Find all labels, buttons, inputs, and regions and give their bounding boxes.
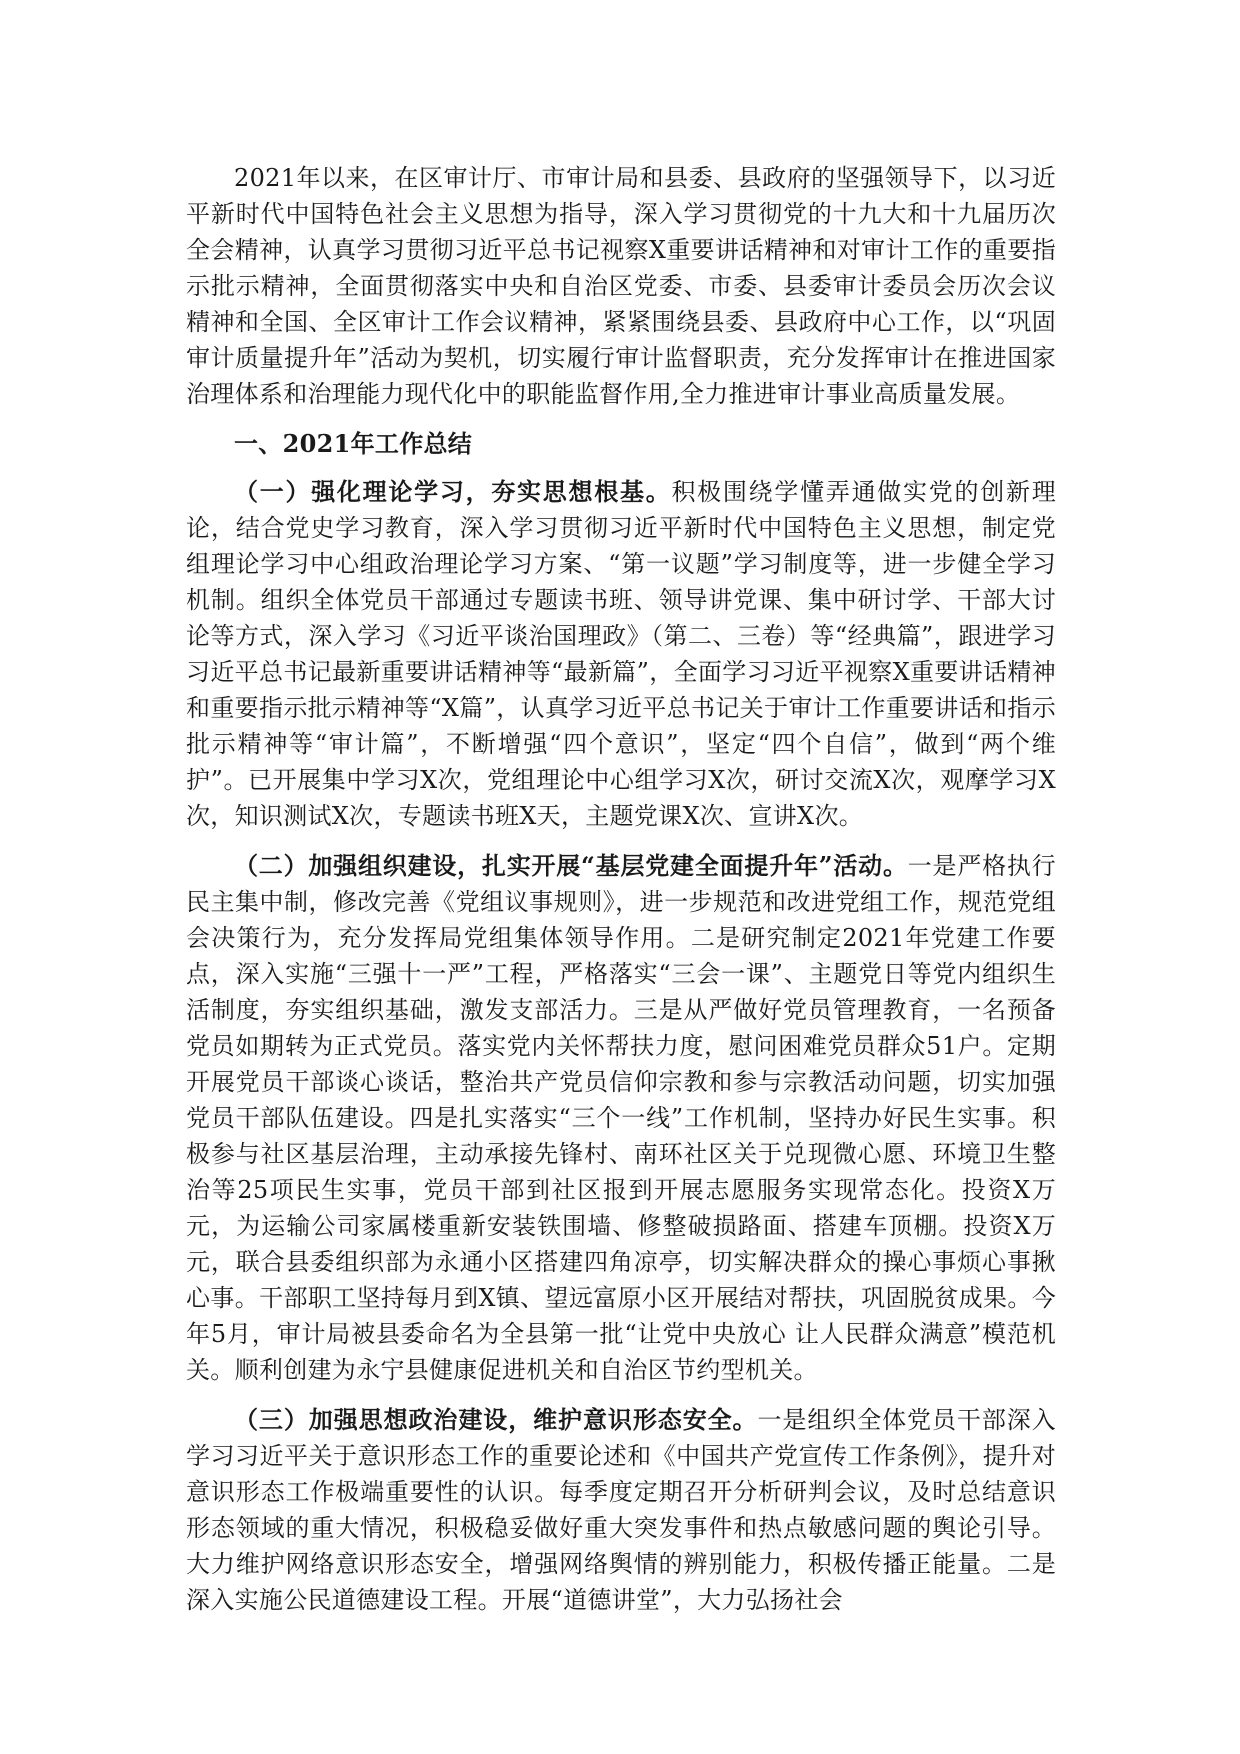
- section-paragraph-1: [186, 474, 1056, 834]
- section-body-3: 一是组织全体党员干部深入学习习近平关于意识形态工作的重要论述和《中国共产党宣传工作条例》，提升对意识形态工作极端重要性的认识。每季度定期召开分析研判会议，及时总结意识形态领域的重大情况，积极稳妥做好重大突发事件和热点敏感问题的舆论引导。大力维护网络意识形态安全，增强网络舆情的辨别能力，积极传播正能量。二是深入实施公民道德建设工程。开展“道德讲堂”，大力弘扬社会: [186, 1406, 1056, 1614]
- section-title-3: （三）加强思想政治建设，维护意识形态安全。: [234, 1405, 758, 1434]
- section-body-2: 一是严格执行民主集中制，修改完善《党组议事规则》，进一步规范和改进党组工作，规范党组会决策行为，充分发挥局党组集体领导作用。二是研究制定2021年党建工作要点，深入实施“三强十一严”工程，严格落实“三会一课”、主题党日等党内组织生活制度，夯实组织基础，激发支部活力。三是从严做好党员管理教育，一名预备党员如期转为正式党员。落实党内关怀帮扶力度，慰问困难党员群众51户。定期开展党员干部谈心谈话，整治共产党员信仰宗教和参与宗教活动问题，切实加强党员干部队伍建设。四是扎实落实“三个一线”工作机制，坚持办好民生实事。积极参与社区基层治理，主动承接先锋村、南环社区关于兑现微心愿、环境卫生整治等25项民生实事，党员干部到社区报到开展志愿服务实现常态化。投资X万元，为运输公司家属楼重新安装铁围墙、修整破损路面、搭建车顶棚。投资X万元，联合县委组织部为永通小区搭建四角凉亭，切实解决群众的操心事烦心事揪心事。干部职工坚持每月到X镇、望远富原小区开展结对帮扶，巩固脱贫成果。今年5月，审计局被县委命名为全县第一批“让党中央放心 让人民群众满意”模范机关。顺利创建为永宁县健康促进机关和自治区节约型机关。: [186, 852, 1056, 1384]
- section-body-1: 积极围绕学懂弄通做实党的创新理论，结合党史学习教育，深入学习贯彻习近平新时代中国特色主义思想，制定党组理论学习中心组政治理论学习方案、“第一议题”学习制度等，进一步健全学习机制。组织全体党员干部通过专题读书班、领导讲党课、集中研讨学、干部大讨论等方式，深入学习《习近平谈治国理政》（第二、三卷）等“经典篇”，跟进学习习近平总书记最新重要讲话精神等“最新篇”，全面学习习近平视察X重要讲话精神和重要指示批示精神等“X篇”，认真学习近平总书记关于审计工作重要讲话和指示批示精神等“审计篇”，不断增强“四个意识”，坚定“四个自信”，做到“两个维护”。已开展集中学习X次，党组理论中心组学习X次，研讨交流X次，观摩学习X次，知识测试X次，专题读书班X天，主题党课X次、宣讲X次。: [186, 478, 1056, 830]
- intro-paragraph: 2021年以来，在区审计厅、市审计局和县委、县政府的坚强领导下，以习近平新时代中国特色社会主义思想为指导，深入学习贯彻党的十九大和十九届历次全会精神，认真学习贯彻习近平总书记视察X重要讲话精神和对审计工作的重要指示批示精神，全面贯彻落实中央和自治区党委、市委、县委审计委员会历次会议精神和全国、全区审计工作会议精神，紧紧围绕县委、县政府中心工作，以“巩固审计质量提升年”活动为契机，切实履行审计监督职责，充分发挥审计在推进国家治理体系和治理能力现代化中的职能监督作用,全力推进审计事业高质量发展。: [186, 164, 1056, 408]
- document-page: [186, 160, 1056, 1632]
- section-paragraph-3: [186, 1402, 1056, 1618]
- section-title-1: （一）强化理论学习，夯实思想根基。: [234, 477, 672, 506]
- section-title-2: （二）加强组织建设，扎实开展“基层党建全面提升年”活动。: [234, 851, 908, 880]
- section-heading: 一、2021年工作总结: [234, 429, 473, 458]
- section-paragraph-2: [186, 848, 1056, 1388]
